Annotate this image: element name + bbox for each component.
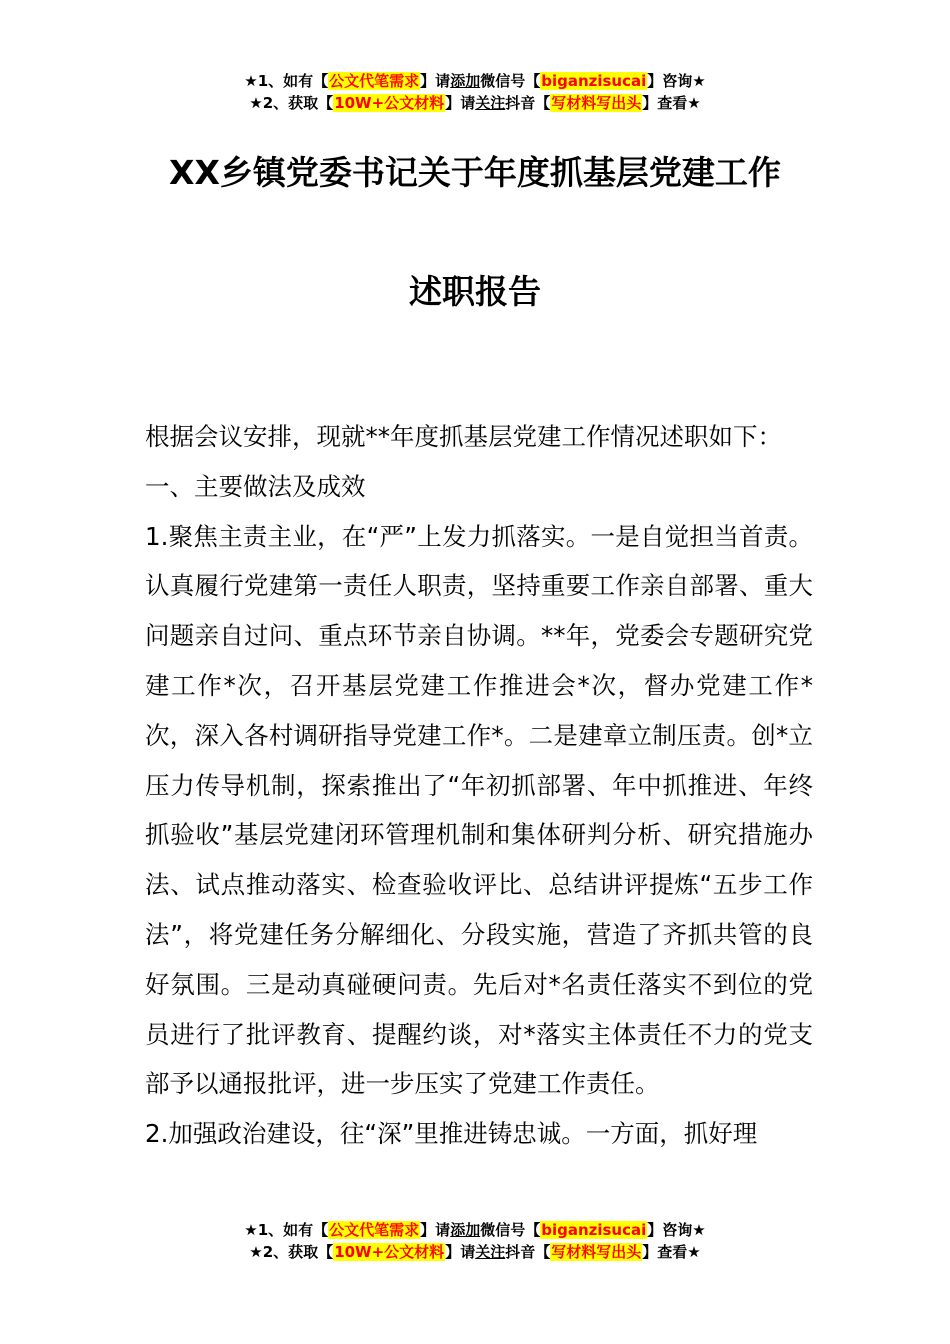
banner-text: ★2、获取【 xyxy=(249,94,334,112)
banner-text: 】查看★ xyxy=(642,94,701,112)
banner-text: ★2、获取【 xyxy=(249,1243,334,1261)
banner-text: ★1、如有【 xyxy=(244,72,329,90)
banner-highlight: biganzisucai xyxy=(541,72,647,90)
banner-text: 】咨询★ xyxy=(647,1221,706,1239)
banner-text: 抖音【 xyxy=(505,1243,551,1261)
banner-text: ★1、如有【 xyxy=(244,1221,329,1239)
banner-highlight: 10W+公文材料 xyxy=(334,1243,445,1261)
banner-highlight: 10W+公文材料 xyxy=(334,94,445,112)
banner-highlight: 公文代笔需求 xyxy=(329,1221,420,1239)
banner-text: 抖音【 xyxy=(505,94,551,112)
banner-text: 】请 xyxy=(445,1243,476,1261)
intro-paragraph: 根据会议安排，现就**年度抓基层党建工作情况述职如下： xyxy=(145,422,782,451)
body-paragraph: 1.聚焦主责主业，在“严”上发力抓落实。一是自觉担当首责。认真履行党建第一责任人职责，坚持重要工作亲自部署、重大问题亲自过问、重点环节亲自协调。**年，党委会专题研究党建工作*次，召开基层党建工作推进会*次，督办党建工作*次，深入各村调研指导党建工作*。二是建章立制压责。创*立压力传导机制，探索推出了“年初抓部署、年中抓推进、年终抓验收”基层党建闭环管理机制和集体研判分析、研究措施办法、试点推动落实、检查验收评比、总结讲评提炼“五步工作法”，将党建任务分解细化、分段实施，营造了齐抓共管的良好氛围。三是动真碰硬问责。先后对*名责任落实不到位的党员进行了批评教育、提醒约谈，对*落实主体责任不力的党支部予以通报批评，进一步压实了党建工作责任。 xyxy=(145,521,813,1099)
banner-line-1 xyxy=(0,70,950,92)
banner-underlined-text: 添加 xyxy=(450,1221,481,1239)
banner-text: 】请 xyxy=(420,72,451,90)
header-banner xyxy=(0,70,950,114)
document-body xyxy=(145,412,813,1159)
banner-text: 微信号【 xyxy=(480,72,541,90)
banner-line-2 xyxy=(0,1241,950,1263)
document-title-line-1: XX乡镇党委书记关于年度抓基层党建工作 xyxy=(169,153,781,192)
banner-line-1 xyxy=(0,1219,950,1241)
banner-highlight: 写材料写出头 xyxy=(551,1243,642,1261)
banner-underlined-text: 关注 xyxy=(475,94,506,112)
banner-highlight: 公文代笔需求 xyxy=(329,72,420,90)
section-heading: 一、主要做法及成效 xyxy=(145,471,366,501)
banner-text: 】咨询★ xyxy=(647,72,706,90)
banner-line-2 xyxy=(0,92,950,114)
banner-text: 微信号【 xyxy=(480,1221,541,1239)
banner-highlight: biganzisucai xyxy=(541,1221,647,1239)
banner-highlight: 写材料写出头 xyxy=(551,94,642,112)
body-paragraph: 2.加强政治建设，往“深”里推进铸忠诚。一方面，抓好理 xyxy=(145,1119,758,1149)
footer-banner xyxy=(0,1219,950,1263)
banner-text: 】查看★ xyxy=(642,1243,701,1261)
banner-text: 】请 xyxy=(420,1221,451,1239)
banner-underlined-text: 添加 xyxy=(450,72,481,90)
banner-text: 】请 xyxy=(445,94,476,112)
document-title-line-2: 述职报告 xyxy=(409,272,541,311)
banner-underlined-text: 关注 xyxy=(475,1243,506,1261)
